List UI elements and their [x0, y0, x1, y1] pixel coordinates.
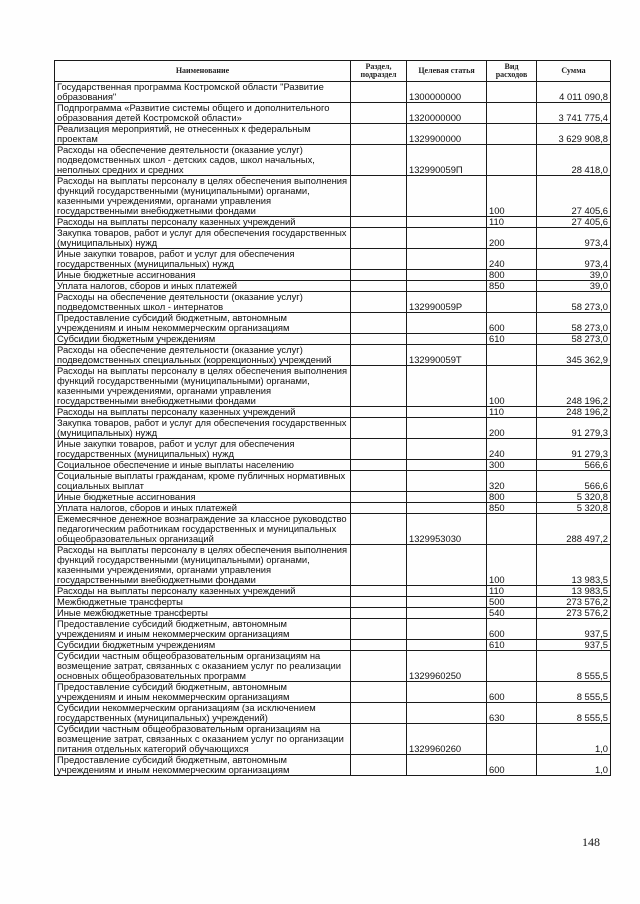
target-cell: 1320000000 [407, 103, 487, 124]
kind-cell [487, 103, 537, 124]
section-cell [351, 724, 407, 755]
name-cell: Расходы на обеспечение деятельности (оказание услуг) подведомственных школ - интернатов [55, 292, 351, 313]
section-cell [351, 292, 407, 313]
kind-cell: 610 [487, 334, 537, 345]
name-cell: Межбюджетные трансферты [55, 597, 351, 608]
sum-cell: 288 497,2 [537, 514, 611, 545]
name-cell: Иные закупки товаров, работ и услуг для обеспечения государственных (муниципальных) нужд [55, 249, 351, 270]
section-cell [351, 608, 407, 619]
table-row [55, 270, 611, 281]
target-cell [407, 439, 487, 460]
sum-cell: 937,5 [537, 619, 611, 640]
kind-cell: 600 [487, 313, 537, 334]
table-row [55, 460, 611, 471]
section-cell [351, 651, 407, 682]
kind-cell: 850 [487, 503, 537, 514]
table-row [55, 366, 611, 407]
kind-cell: 320 [487, 471, 537, 492]
sum-cell: 58 273,0 [537, 292, 611, 313]
kind-cell: 110 [487, 586, 537, 597]
name-cell: Расходы на выплаты персоналу в целях обеспечения выполнения функций государственными (муниципальными) органами, казенными учреждениями, органами управления государственными внебюджетными фондами [55, 176, 351, 217]
kind-cell [487, 124, 537, 145]
target-cell [407, 755, 487, 776]
sum-cell: 566,6 [537, 471, 611, 492]
name-cell: Расходы на выплаты персоналу казенных учреждений [55, 217, 351, 228]
section-cell [351, 281, 407, 292]
section-cell [351, 471, 407, 492]
target-cell [407, 586, 487, 597]
name-cell: Субсидии бюджетным учреждениям [55, 640, 351, 651]
target-cell: 132990059Т [407, 345, 487, 366]
target-cell [407, 270, 487, 281]
name-cell: Субсидии бюджетным учреждениям [55, 334, 351, 345]
kind-cell: 600 [487, 682, 537, 703]
target-cell [407, 492, 487, 503]
kind-cell: 850 [487, 281, 537, 292]
table-row [55, 755, 611, 776]
kind-cell: 200 [487, 228, 537, 249]
name-cell: Предоставление субсидий бюджетным, автономным учреждениям и иным некоммерческим организациям [55, 755, 351, 776]
section-cell [351, 407, 407, 418]
sum-cell: 5 320,8 [537, 492, 611, 503]
section-cell [351, 124, 407, 145]
name-cell: Расходы на обеспечение деятельности (оказание услуг) подведомственных специальных (коррекционных) учреждений [55, 345, 351, 366]
name-cell: Закупка товаров, работ и услуг для обеспечения государственных (муниципальных) нужд [55, 418, 351, 439]
section-cell [351, 249, 407, 270]
table-header [55, 61, 611, 82]
name-cell: Субсидии некоммерческим организациям (за исключением государственных (муниципальных) учреждений) [55, 703, 351, 724]
sum-cell: 248 196,2 [537, 366, 611, 407]
sum-cell: 13 983,5 [537, 586, 611, 597]
sum-cell: 91 279,3 [537, 418, 611, 439]
name-cell: Государственная программа Костромской области "Развитие образования" [55, 82, 351, 103]
name-cell: Иные бюджетные ассигнования [55, 270, 351, 281]
sum-cell: 13 983,5 [537, 545, 611, 586]
table-row [55, 703, 611, 724]
kind-cell: 600 [487, 755, 537, 776]
target-cell [407, 366, 487, 407]
section-cell [351, 439, 407, 460]
sum-cell: 973,4 [537, 249, 611, 270]
header-name: Наименование [55, 61, 351, 82]
sum-cell: 273 576,2 [537, 597, 611, 608]
target-cell: 1329960250 [407, 651, 487, 682]
sum-cell: 248 196,2 [537, 407, 611, 418]
sum-cell: 3 629 908,8 [537, 124, 611, 145]
name-cell: Ежемесячное денежное вознаграждение за классное руководство педагогическим работникам государственных и муниципальных общеобразовательных организаций [55, 514, 351, 545]
table-row [55, 407, 611, 418]
table-row [55, 124, 611, 145]
section-cell [351, 619, 407, 640]
sum-cell: 973,4 [537, 228, 611, 249]
table-row [55, 651, 611, 682]
section-cell [351, 345, 407, 366]
target-cell: 132990059П [407, 145, 487, 176]
table-row [55, 608, 611, 619]
table-row [55, 228, 611, 249]
target-cell: 1329960260 [407, 724, 487, 755]
name-cell: Предоставление субсидий бюджетным, автономным учреждениям и иным некоммерческим организациям [55, 313, 351, 334]
section-cell [351, 703, 407, 724]
section-cell [351, 228, 407, 249]
section-cell [351, 640, 407, 651]
header-target: Целевая статья [407, 61, 487, 82]
target-cell [407, 545, 487, 586]
table-row [55, 313, 611, 334]
section-cell [351, 492, 407, 503]
target-cell [407, 619, 487, 640]
name-cell: Социальное обеспечение и иные выплаты населению [55, 460, 351, 471]
sum-cell: 937,5 [537, 640, 611, 651]
table-row [55, 345, 611, 366]
sum-cell: 8 555,5 [537, 682, 611, 703]
table-row [55, 439, 611, 460]
table-row [55, 334, 611, 345]
table-row [55, 586, 611, 597]
sum-cell: 28 418,0 [537, 145, 611, 176]
table-row [55, 217, 611, 228]
sum-cell: 27 405,6 [537, 217, 611, 228]
target-cell [407, 217, 487, 228]
kind-cell [487, 82, 537, 103]
sum-cell: 91 279,3 [537, 439, 611, 460]
kind-cell: 100 [487, 545, 537, 586]
section-cell [351, 755, 407, 776]
kind-cell: 800 [487, 492, 537, 503]
sum-cell: 39,0 [537, 270, 611, 281]
kind-cell: 200 [487, 418, 537, 439]
target-cell [407, 471, 487, 492]
section-cell [351, 366, 407, 407]
kind-cell: 300 [487, 460, 537, 471]
name-cell: Предоставление субсидий бюджетным, автономным учреждениям и иным некоммерческим организациям [55, 619, 351, 640]
target-cell [407, 313, 487, 334]
kind-cell: 800 [487, 270, 537, 281]
table-row [55, 545, 611, 586]
target-cell: 132990059Р [407, 292, 487, 313]
section-cell [351, 334, 407, 345]
kind-cell: 110 [487, 407, 537, 418]
table-row [55, 619, 611, 640]
name-cell: Уплата налогов, сборов и иных платежей [55, 503, 351, 514]
name-cell: Иные бюджетные ассигнования [55, 492, 351, 503]
section-cell [351, 217, 407, 228]
target-cell: 1329953030 [407, 514, 487, 545]
section-cell [351, 514, 407, 545]
section-cell [351, 176, 407, 217]
kind-cell: 600 [487, 619, 537, 640]
section-cell [351, 103, 407, 124]
section-cell [351, 270, 407, 281]
name-cell: Расходы на выплаты персоналу казенных учреждений [55, 586, 351, 597]
name-cell: Подпрограмма «Развитие системы общего и дополнительного образования детей Костромской области» [55, 103, 351, 124]
kind-cell: 240 [487, 249, 537, 270]
target-cell [407, 407, 487, 418]
budget-table [54, 60, 611, 776]
kind-cell: 100 [487, 176, 537, 217]
table-row [55, 724, 611, 755]
table-row [55, 176, 611, 217]
table-row [55, 597, 611, 608]
target-cell [407, 608, 487, 619]
header-section: Раздел, подраздел [351, 61, 407, 82]
table-row [55, 249, 611, 270]
section-cell [351, 597, 407, 608]
sum-cell: 58 273,0 [537, 313, 611, 334]
kind-cell: 240 [487, 439, 537, 460]
name-cell: Социальные выплаты гражданам, кроме публичных нормативных социальных выплат [55, 471, 351, 492]
name-cell: Расходы на обеспечение деятельности (оказание услуг) подведомственных школ - детских садов, школ начальных, неполных средних и средних [55, 145, 351, 176]
sum-cell: 3 741 775,4 [537, 103, 611, 124]
target-cell [407, 418, 487, 439]
target-cell [407, 334, 487, 345]
target-cell [407, 249, 487, 270]
kind-cell: 500 [487, 597, 537, 608]
kind-cell [487, 724, 537, 755]
kind-cell: 610 [487, 640, 537, 651]
sum-cell: 1,0 [537, 724, 611, 755]
sum-cell: 345 362,9 [537, 345, 611, 366]
sum-cell: 8 555,5 [537, 703, 611, 724]
name-cell: Расходы на выплаты персоналу в целях обеспечения выполнения функций государственными (муниципальными) органами, казенными учреждениями, органами управления государственными внебюджетными фондами [55, 366, 351, 407]
name-cell: Субсидии частным общеобразовательным организациям на возмещение затрат, связанных с оказанием услуг по реализации основных общеобразовательных программ [55, 651, 351, 682]
sum-cell: 1,0 [537, 755, 611, 776]
sum-cell: 8 555,5 [537, 651, 611, 682]
target-cell [407, 176, 487, 217]
target-cell [407, 281, 487, 292]
target-cell [407, 460, 487, 471]
kind-cell [487, 145, 537, 176]
sum-cell: 5 320,8 [537, 503, 611, 514]
table-body [55, 82, 611, 776]
name-cell: Субсидии частным общеобразовательным организациям на возмещение затрат, связанных с оказанием услуг по организации питания отдельных категорий обучающихся [55, 724, 351, 755]
name-cell: Расходы на выплаты персоналу в целях обеспечения выполнения функций государственными (муниципальными) органами, казенными учреждениями, органами управления государственными внебюджетными фондами [55, 545, 351, 586]
sum-cell: 39,0 [537, 281, 611, 292]
kind-cell [487, 514, 537, 545]
kind-cell: 110 [487, 217, 537, 228]
table-row [55, 492, 611, 503]
table-row [55, 82, 611, 103]
section-cell [351, 682, 407, 703]
table-row [55, 682, 611, 703]
kind-cell [487, 651, 537, 682]
section-cell [351, 503, 407, 514]
name-cell: Реализация мероприятий, не отнесенных к федеральным проектам [55, 124, 351, 145]
table-row [55, 640, 611, 651]
target-cell [407, 503, 487, 514]
section-cell [351, 82, 407, 103]
table-row [55, 103, 611, 124]
kind-cell: 630 [487, 703, 537, 724]
name-cell: Иные межбюджетные трансферты [55, 608, 351, 619]
sum-cell: 566,6 [537, 460, 611, 471]
name-cell: Уплата налогов, сборов и иных платежей [55, 281, 351, 292]
target-cell [407, 597, 487, 608]
name-cell: Предоставление субсидий бюджетным, автономным учреждениям и иным некоммерческим организациям [55, 682, 351, 703]
sum-cell: 273 576,2 [537, 608, 611, 619]
target-cell [407, 682, 487, 703]
header-sum: Сумма [537, 61, 611, 82]
kind-cell [487, 292, 537, 313]
kind-cell: 540 [487, 608, 537, 619]
section-cell [351, 586, 407, 597]
target-cell [407, 640, 487, 651]
target-cell [407, 228, 487, 249]
table-row [55, 514, 611, 545]
target-cell: 1300000000 [407, 82, 487, 103]
kind-cell [487, 345, 537, 366]
kind-cell: 100 [487, 366, 537, 407]
section-cell [351, 313, 407, 334]
table-row [55, 145, 611, 176]
section-cell [351, 545, 407, 586]
sum-cell: 27 405,6 [537, 176, 611, 217]
header-kind: Вид расходов [487, 61, 537, 82]
target-cell: 1329900000 [407, 124, 487, 145]
table-row [55, 292, 611, 313]
name-cell: Расходы на выплаты персоналу казенных учреждений [55, 407, 351, 418]
section-cell [351, 145, 407, 176]
table-row [55, 471, 611, 492]
sum-cell: 58 273,0 [537, 334, 611, 345]
sum-cell: 4 011 090,8 [537, 82, 611, 103]
section-cell [351, 460, 407, 471]
name-cell: Закупка товаров, работ и услуг для обеспечения государственных (муниципальных) нужд [55, 228, 351, 249]
table-row [55, 281, 611, 292]
target-cell [407, 703, 487, 724]
section-cell [351, 418, 407, 439]
table-row [55, 503, 611, 514]
name-cell: Иные закупки товаров, работ и услуг для обеспечения государственных (муниципальных) нужд [55, 439, 351, 460]
page-number: 148 [582, 835, 600, 849]
table-row [55, 418, 611, 439]
